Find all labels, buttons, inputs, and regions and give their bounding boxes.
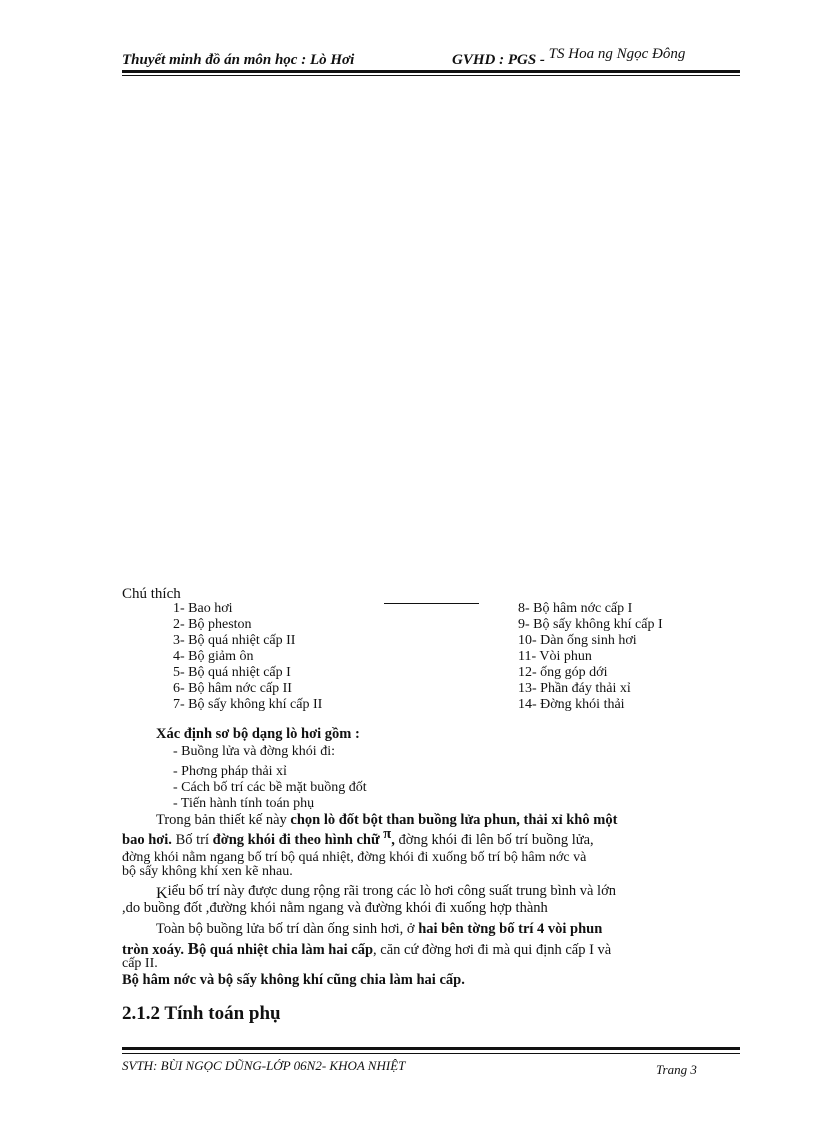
- legend-title: Chú thích: [122, 586, 181, 602]
- section-title: 2.1.2 Tính toán phụ: [122, 1003, 281, 1024]
- legend-item: 11- Vòi phun: [518, 649, 592, 664]
- header-rule-thin: [122, 75, 740, 76]
- legend-item: 4- Bộ giảm ôn: [173, 649, 254, 664]
- legend-left-column: [173, 601, 322, 713]
- paragraph-4: Bộ hâm nớc và bộ sấy không khí cũng chia làm hai cấp.: [122, 972, 465, 988]
- footer-rule-thick: [122, 1047, 740, 1050]
- legend-item: 9- Bộ sấy không khí cấp I: [518, 617, 663, 632]
- header-advisor: [452, 46, 686, 69]
- paragraph-1-line-4: bộ sấy không khí xen kẽ nhau.: [122, 864, 293, 879]
- legend-item: 6- Bộ hâm nớc cấp II: [173, 681, 292, 696]
- bullet-item: - Phơng pháp thải xỉ: [173, 764, 287, 779]
- legend-item: 1- Bao hơi: [173, 601, 233, 616]
- legend-item: 2- Bộ pheston: [173, 617, 252, 632]
- footer-rule-thin: [122, 1053, 740, 1054]
- legend-item: 13- Phần đáy thải xỉ: [518, 681, 631, 696]
- paragraph-2-line-1: Kiểu bố trí này được dung rộng rãi trong các lò hơi công suất trung bình và lớn: [156, 883, 617, 902]
- bullet-item: - Buồng lửa và đờng khói đi:: [173, 744, 335, 759]
- bullet-item: - Tiến hành tính toán phụ: [173, 796, 315, 811]
- header-advisor-prefix: GVHD : PGS -: [452, 52, 545, 68]
- legend-item: 12- ống góp dới: [518, 665, 608, 680]
- legend-item: 5- Bộ quá nhiệt cấp I: [173, 665, 291, 680]
- header-advisor-name: TS Hoa ng Ngọc Đông: [548, 46, 686, 62]
- paragraph-1-line-3: đờng khói nằm ngang bố trí bộ quá nhiệt, đờng khói đi xuống bố trí bộ hâm nớc và: [122, 850, 587, 865]
- paragraph-1-line-2: bao hơi. Bố trí đờng khói đi theo hình chữ π, đờng khói đi lên bố trí buồng lửa,: [122, 826, 594, 848]
- legend-separator: [384, 603, 479, 604]
- header-title: Thuyết minh đồ án môn học : Lò Hơi: [122, 52, 355, 68]
- paragraph-3-line-2: tròn xoáy. Bộ quá nhiệt chia làm hai cấp, căn cứ đờng hơi đi mà qui định cấp I và: [122, 939, 612, 958]
- legend-item: 3- Bộ quá nhiệt cấp II: [173, 633, 296, 648]
- footer-author: SVTH: BÙI NGỌC DŨNG-LỚP 06N2- KHOA NHIỆT: [122, 1058, 406, 1073]
- paragraph-3-line-1: Toàn bộ buồng lửa bố trí dàn ống sinh hơi, ở hai bên tờng bố trí 4 vòi phun: [156, 921, 603, 937]
- legend-right-column: [518, 601, 663, 713]
- header-rule-thick: [122, 70, 740, 73]
- legend-item: 7- Bộ sấy không khí cấp II: [173, 697, 323, 712]
- pi-symbol: π: [383, 826, 392, 842]
- legend-item: 8- Bộ hâm nớc cấp I: [518, 601, 633, 616]
- paragraph-3-line-3: cấp II.: [122, 956, 158, 971]
- paragraph-2-line-2: ,do buồng đốt ,đường khói nằm ngang và đường khói đi xuống hợp thành: [122, 900, 548, 916]
- bullet-item: - Cách bố trí các bề mặt buồng đốt: [173, 780, 367, 795]
- paragraph-1-line-1: Trong bản thiết kế này chọn lò đốt bột than buồng lửa phun, thải xỉ khô một: [156, 812, 618, 828]
- legend-item: 14- Đờng khói thải: [518, 697, 625, 712]
- page-header: [122, 48, 740, 70]
- page-number: Trang 3: [656, 1062, 697, 1077]
- section-heading-boiler-type: Xác định sơ bộ dạng lò hơi gồm :: [156, 726, 360, 742]
- legend-item: 10- Dàn ống sinh hơi: [518, 633, 637, 648]
